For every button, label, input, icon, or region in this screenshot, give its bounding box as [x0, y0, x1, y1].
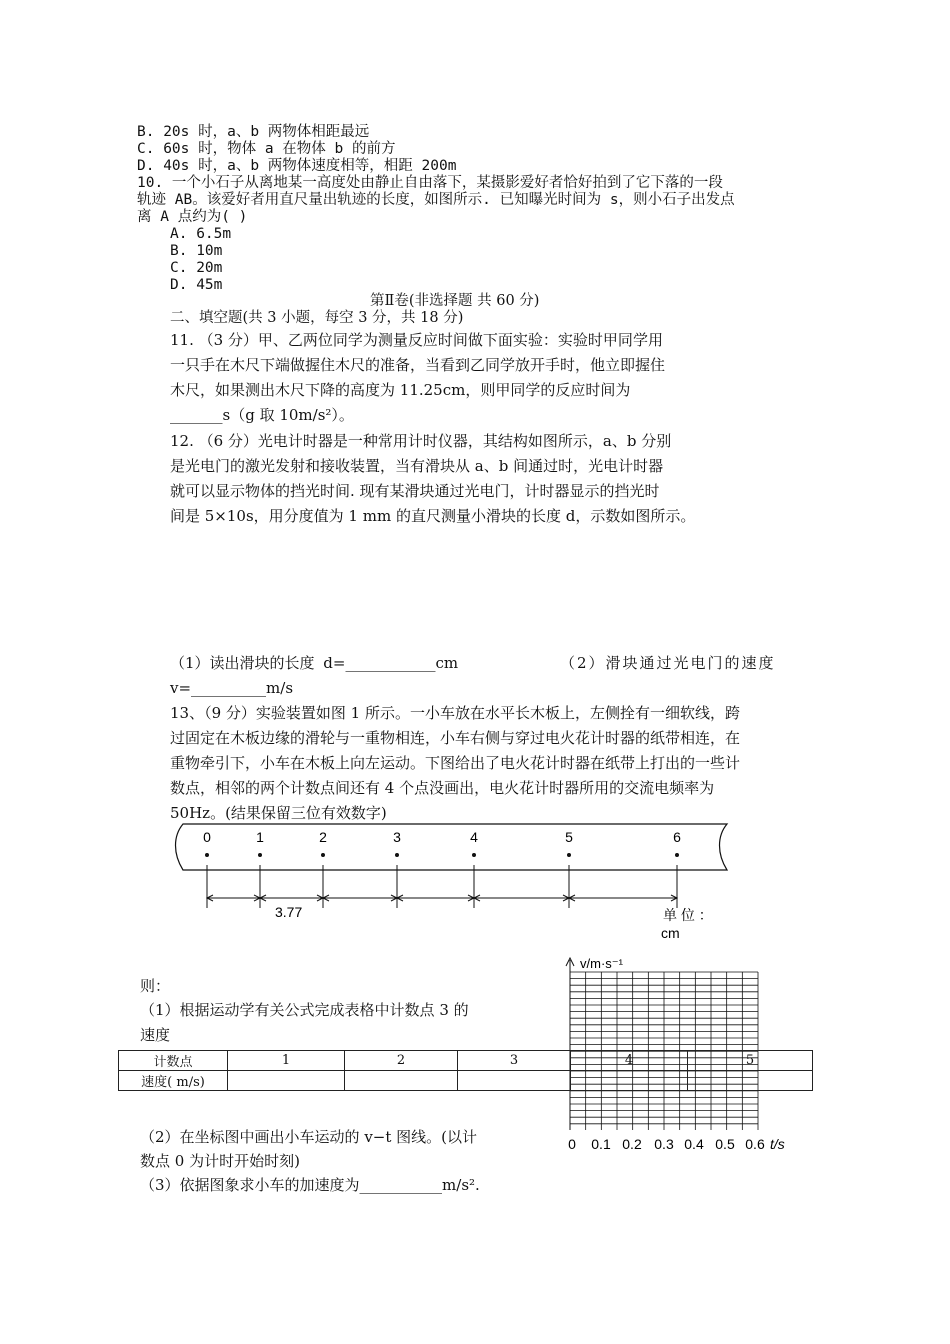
q13-line3: 重物牵引下，小车在木板上向左运动。下图给出了电火花计时器在纸带上打出的一些计: [170, 754, 741, 772]
q10-option-c: C. 20m: [170, 260, 223, 276]
table-velocity-label: 速度( m/s): [119, 1071, 228, 1091]
option-c: C. 60s 时，物体 a 在物体 b 的前方: [137, 141, 396, 157]
q13-part1-line1: （1）根据运动学有关公式完成表格中计数点 3 的: [140, 1001, 469, 1019]
q10-option-d: D. 45m: [170, 277, 223, 293]
vt-x-label: t/s: [770, 1136, 785, 1152]
q11-line3: 木尺，如果测出木尺下降的高度为 11.25cm，则甲同学的反应时间为: [170, 381, 631, 399]
option-d: D. 40s 时，a、b 两物体速度相等，相距 200m: [137, 158, 457, 174]
q10-line1: 10. 一个小石子从离地某一高度处由静止自由落下，某摄影爱好者恰好拍到了它下落的一段: [137, 175, 723, 191]
vt-x-tick-3: 0.3: [654, 1136, 674, 1152]
q13-ze: 则：: [140, 977, 171, 995]
vt-y-label: v/m·s⁻¹: [580, 956, 623, 971]
q12-line1: 12. （6 分）光电计时器是一种常用计时仪器，其结构如图所示，a、b 分别: [170, 432, 672, 450]
q10-option-b: B. 10m: [170, 243, 223, 259]
q10-line2: 轨迹 AB。该爱好者用直尺量出轨迹的长度，如图所示. 已知曝光时间为 s，则小石子出发点: [137, 192, 735, 208]
table-cell-4[interactable]: [571, 1071, 688, 1091]
q13-line5: 50Hz。(结果保留三位有效数字): [170, 804, 387, 822]
tape-unit-value: cm: [661, 925, 680, 941]
table-header-5: 5: [688, 1051, 813, 1071]
table-header-3: 3: [458, 1051, 571, 1071]
tape-unit-label: 单 位 ：: [663, 907, 713, 923]
q13-part1-line2: 速度: [140, 1026, 171, 1044]
q11-line4: _______s（g 取 10m/s²）。: [170, 406, 354, 424]
table-header-1: 1: [228, 1051, 345, 1071]
vt-x-tick-2: 0.2: [622, 1136, 642, 1152]
table-header-label: 计数点: [119, 1051, 228, 1071]
q12-answer2: （2）滑块通过光电门的速度: [560, 654, 776, 672]
vt-x-tick-5: 0.5: [715, 1136, 735, 1152]
section2-title: 第Ⅱ卷(非选择题 共 60 分): [370, 293, 540, 309]
vt-x-tick-4: 0.4: [684, 1136, 704, 1152]
q11-line2: 一只手在木尺下端做握住木尺的准备，当看到乙同学放开手时，他立即握住: [170, 356, 666, 374]
vt-x-tick-1: 0.1: [591, 1136, 611, 1152]
option-b: B. 20s 时，a、b 两物体相距最远: [137, 124, 370, 140]
table-cell-5[interactable]: [688, 1071, 813, 1091]
table-cell-1[interactable]: [228, 1071, 345, 1091]
q12-answer3: v=__________m/s: [170, 679, 294, 697]
svg-text:0: 0: [203, 829, 211, 845]
q11-line1: 11. （3 分）甲、乙两位同学为测量反应时间做下面实验：实验时甲同学用: [170, 331, 663, 349]
tape-interval-arrows: [207, 895, 677, 901]
table-header-row: [119, 1051, 813, 1071]
vt-x-tick-6: 0.6: [745, 1136, 765, 1152]
table-velocity-row: [119, 1071, 813, 1091]
svg-text:1: 1: [256, 829, 264, 845]
q13-part2-line2: 数点 0 为计时开始时刻): [140, 1152, 300, 1170]
q13-part3: （3）依据图象求小车的加速度为___________m/s².: [140, 1176, 480, 1194]
table-header-2: 2: [345, 1051, 458, 1071]
svg-text:5: 5: [565, 829, 573, 845]
section2-subtitle: 二、填空题(共 3 小题，每空 3 分，共 18 分): [170, 310, 464, 326]
table-cell-3[interactable]: [458, 1071, 571, 1091]
svg-text:2: 2: [319, 829, 327, 845]
q13-line1: 13、（9 分）实验装置如图 1 所示。一小车放在水平长木板上，左侧拴有一细软线，跨: [170, 704, 740, 722]
q12-line3: 就可以显示物体的挡光时间. 现有某滑块通过光电门，计时器显示的挡光时: [170, 482, 660, 500]
q13-part2-line1: （2）在坐标图中画出小车运动的 v−t 图线。(以计: [140, 1128, 478, 1146]
q12-line2: 是光电门的激光发射和接收装置，当有滑块从 a、b 间通过时，光电计时器: [170, 457, 664, 475]
svg-text:6: 6: [673, 829, 681, 845]
table-cell-2[interactable]: [345, 1071, 458, 1091]
vt-x-tick-0: 0: [568, 1136, 576, 1152]
tape-measure-label: 3.77: [275, 904, 303, 920]
q13-line4: 数点，相邻的两个计数点间还有 4 个点没画出，电火花计时器所用的交流电频率为: [170, 779, 715, 797]
q10-line3: 离 A 点约为( ): [137, 209, 248, 225]
paper-tape-figure: [165, 818, 735, 943]
q12-line4: 间是 5×10s，用分度值为 1 mm 的直尺测量小滑块的长度 d，示数如图所示。: [170, 507, 696, 525]
q12-answer1: （1）读出滑块的长度 d=____________cm: [170, 654, 459, 672]
q13-line2: 过固定在木板边缘的滑轮与一重物相连，小车右侧与穿过电火花计时器的纸带相连，在: [170, 729, 741, 747]
svg-text:4: 4: [470, 829, 478, 845]
q10-option-a: A. 6.5m: [170, 226, 232, 242]
velocity-table: [118, 1050, 813, 1091]
table-header-4: 4: [571, 1051, 688, 1071]
svg-text:3: 3: [393, 829, 401, 845]
